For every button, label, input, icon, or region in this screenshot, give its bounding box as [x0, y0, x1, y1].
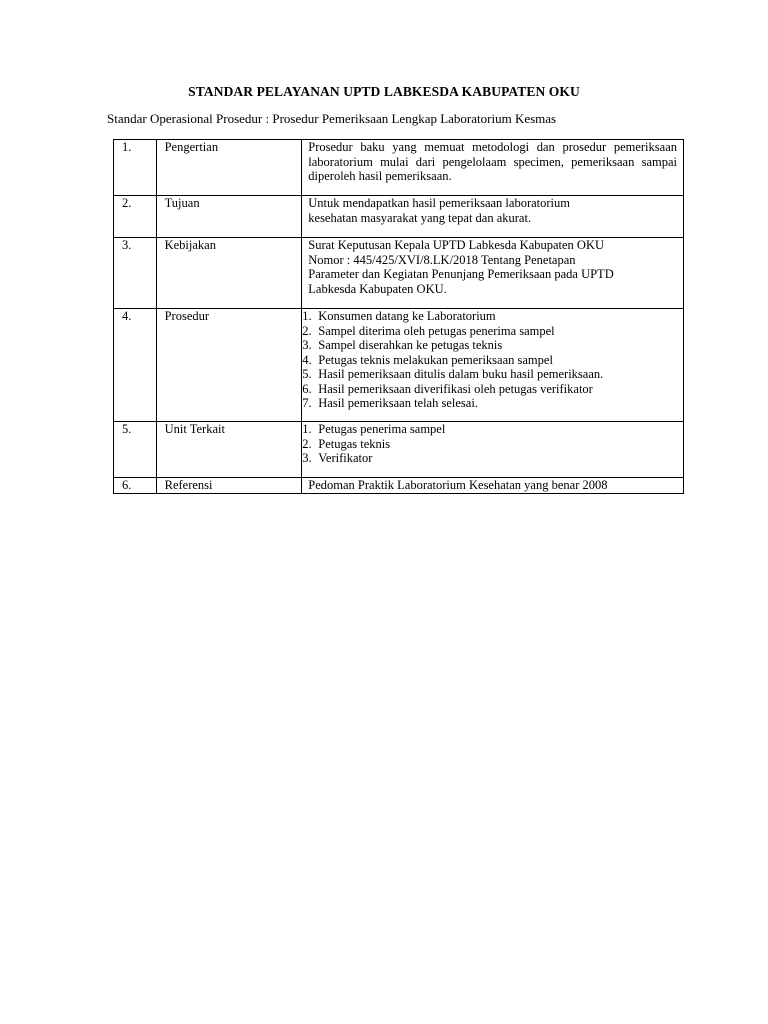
table-row	[114, 478, 684, 494]
list-item-text: Sampel diterima oleh petugas penerima sampel	[318, 323, 555, 338]
document-subtitle: Standar Operasional Prosedur : Prosedur Pemeriksaan Lengkap Laboratorium Kesmas	[107, 111, 557, 126]
list-item-text: Petugas penerima sampel	[318, 422, 446, 436]
document-title: STANDAR PELAYANAN UPTD LABKESDA KABUPATEN OKU	[188, 84, 580, 99]
description-text: Pedoman Praktik Laboratorium Kesehatan yang benar 2008	[308, 478, 608, 492]
table-row	[114, 238, 684, 309]
row-number: 5.	[114, 422, 157, 478]
list-item	[302, 338, 683, 353]
list-item	[302, 353, 683, 368]
description-text: Prosedur baku yang memuat metodologi dan prosedur pemeriksaan laboratorium mulai dari pengelolaam specimen, pemeriksaan sampai diperoleh hasil pemeriksaan.	[308, 140, 677, 183]
list-item-number: 5.	[302, 367, 312, 381]
related-units-list	[302, 422, 683, 466]
description-line: Labkesda Kabupaten OKU.	[308, 281, 447, 296]
description-line: Untuk mendapatkan hasil pemeriksaan laboratorium	[308, 196, 570, 210]
list-item-text: Petugas teknis	[318, 436, 391, 451]
row-label: Tujuan	[156, 196, 302, 238]
list-item-number: 2.	[302, 436, 312, 451]
description-line: Surat Keputusan Kepala UPTD Labkesda Kabupaten OKU	[308, 238, 605, 252]
list-item-number: 6.	[302, 381, 312, 396]
description-text	[302, 196, 683, 225]
row-number: 3.	[114, 238, 157, 309]
list-item-number: 7.	[302, 396, 312, 410]
list-item-number: 3.	[302, 338, 312, 352]
description-line: Nomor : 445/425/XVI/8.LK/2018 Tentang Penetapan	[308, 252, 576, 267]
table-row	[114, 422, 684, 478]
row-label: Referensi	[156, 478, 302, 494]
list-item-number: 1.	[302, 309, 312, 323]
row-description	[302, 309, 684, 422]
list-item-text: Konsumen datang ke Laboratorium	[318, 309, 496, 323]
row-number: 4.	[114, 309, 157, 422]
row-description	[302, 238, 684, 309]
description-line: kesehatan masyarakat yang tepat dan akurat.	[308, 210, 532, 225]
row-number: 2.	[114, 196, 157, 238]
row-label: Pengertian	[156, 140, 302, 196]
row-description	[302, 478, 684, 494]
list-item	[302, 451, 683, 466]
list-item	[302, 382, 683, 397]
list-item	[302, 396, 683, 411]
row-label: Unit Terkait	[156, 422, 302, 478]
list-item-text: Hasil pemeriksaan telah selesai.	[318, 396, 478, 410]
row-description	[302, 196, 684, 238]
list-item-text: Petugas teknis melakukan pemeriksaan sampel	[318, 352, 553, 367]
list-item-number: 3.	[302, 451, 312, 465]
list-item-number: 2.	[302, 323, 312, 338]
table-row	[114, 196, 684, 238]
row-description	[302, 140, 684, 196]
list-item	[302, 309, 683, 324]
list-item-text: Sampel diserahkan ke petugas teknis	[318, 338, 503, 352]
row-label: Prosedur	[156, 309, 302, 422]
row-description	[302, 422, 684, 478]
row-number: 1.	[114, 140, 157, 196]
list-item-text: Hasil pemeriksaan ditulis dalam buku hasil pemeriksaan.	[318, 367, 604, 381]
procedure-list	[302, 309, 683, 411]
table-row	[114, 309, 684, 422]
table-row	[114, 140, 684, 196]
list-item	[302, 324, 683, 339]
list-item-text: Verifikator	[318, 451, 373, 465]
row-label: Kebijakan	[156, 238, 302, 309]
list-item	[302, 422, 683, 437]
list-item-number: 4.	[302, 352, 312, 367]
list-item-number: 1.	[302, 422, 312, 436]
list-item	[302, 367, 683, 382]
sop-table	[113, 139, 684, 494]
list-item-text: Hasil pemeriksaan diverifikasi oleh petugas verifikator	[318, 381, 593, 396]
list-item	[302, 437, 683, 452]
description-line: Parameter dan Kegiatan Penunjang Pemeriksaan pada UPTD	[308, 267, 614, 281]
row-number: 6.	[114, 478, 157, 494]
description-text	[302, 238, 683, 296]
